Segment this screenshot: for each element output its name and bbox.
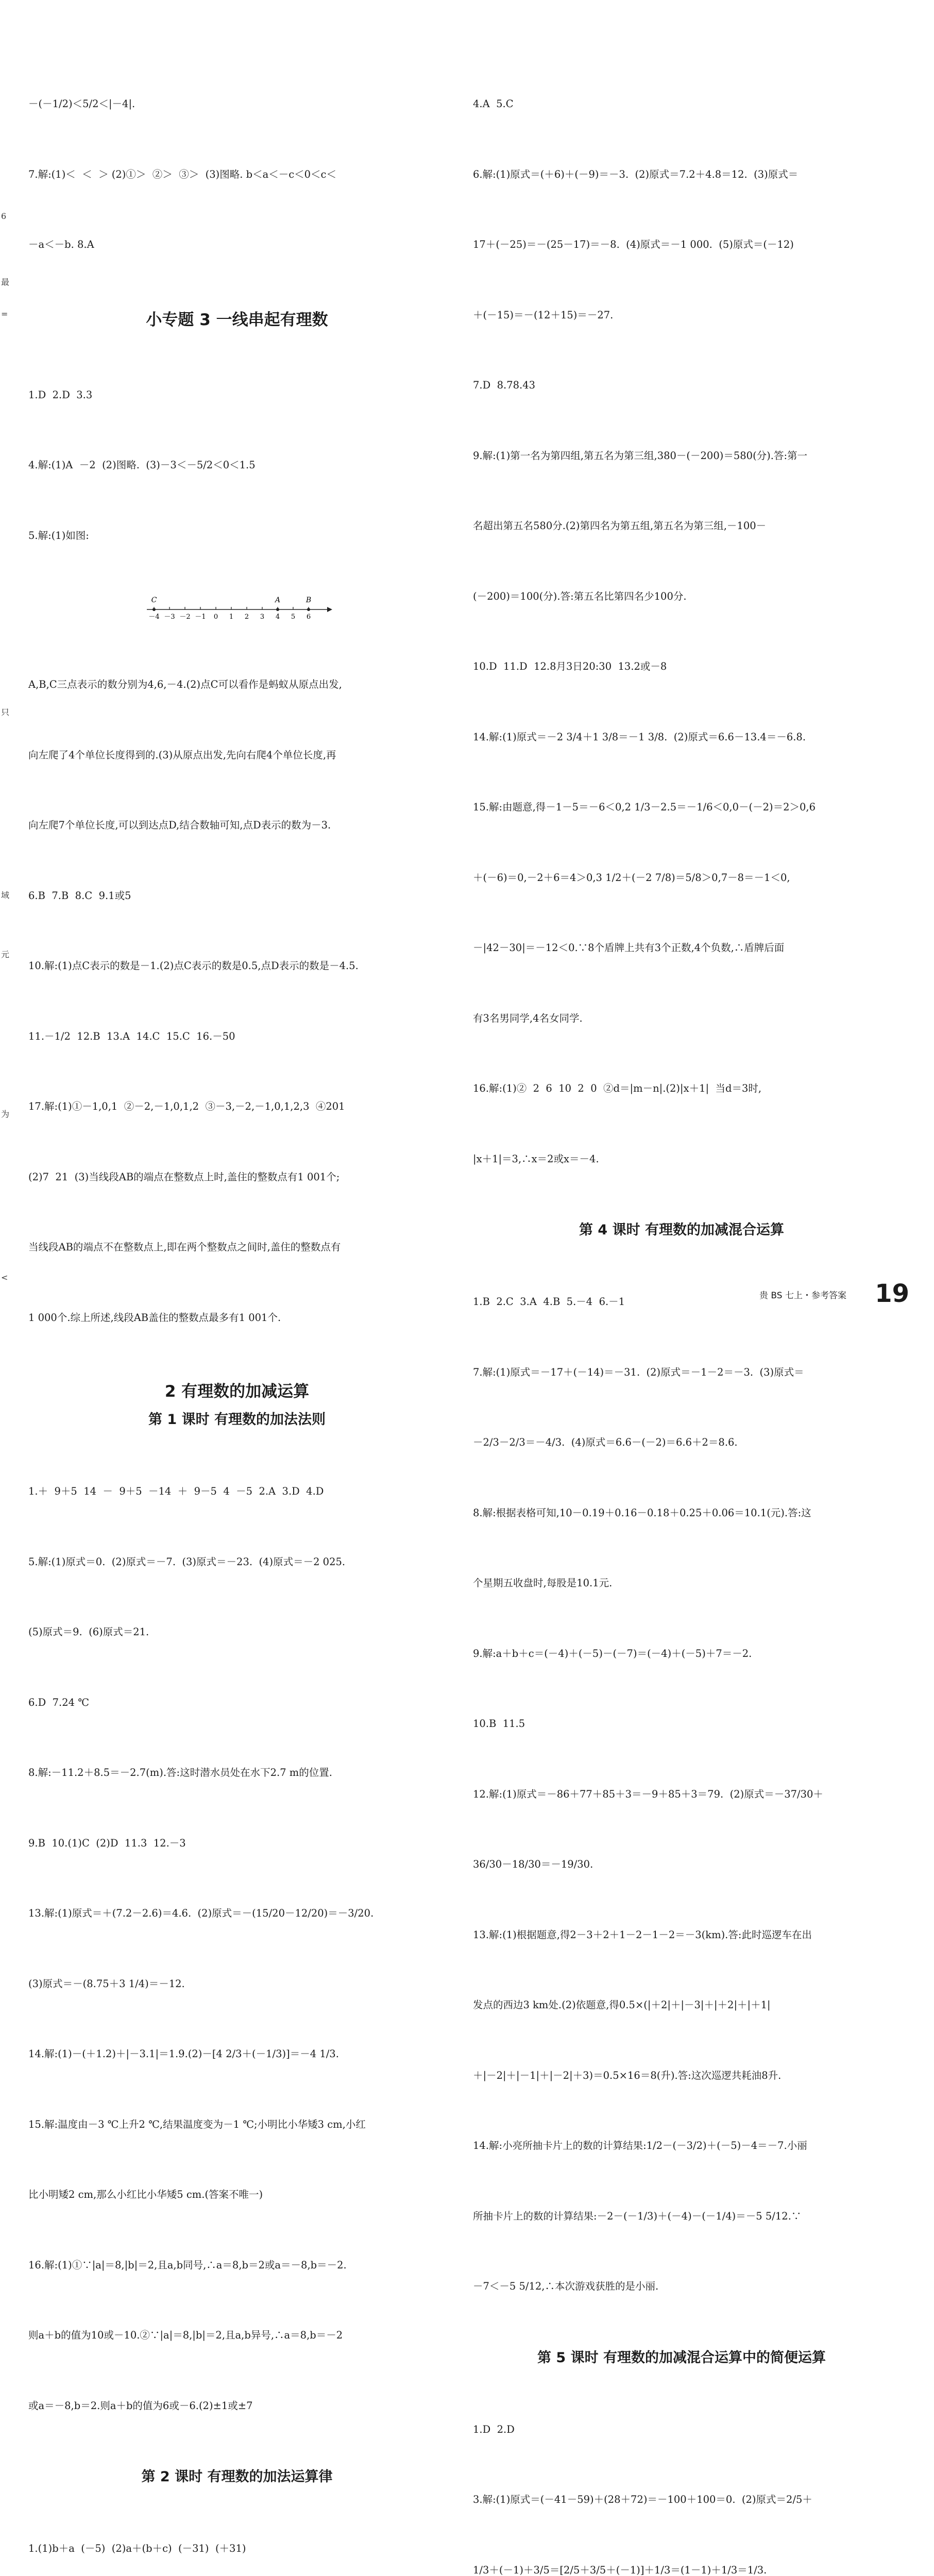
answer-line: 10.D 11.D 12.8月3日20:30 13.2或－8 — [473, 655, 890, 679]
answer-block — [28, 1433, 446, 2464]
point-marker — [152, 608, 156, 611]
answer-block — [473, 1243, 890, 2345]
answer-line: A,B,C三点表示的数分别为4,6,－4.(2)点C可以看作是蚂蚁从原点出发, — [28, 673, 446, 697]
tick-label: 6 — [307, 613, 311, 621]
margin-mark: = — [1, 309, 8, 319]
answer-line: 17＋(－25)＝－(25－17)＝－8. (4)原式＝－1 000. (5)原式＝(－12) — [473, 233, 890, 257]
answer-line: 14.解:(1)－(＋1.2)＋|－3.1|＝1.9.(2)－[4 2/3＋(－1/3)]＝－4 1/3. — [28, 2042, 446, 2066]
answer-line: 8.解:根据表格可知,10－0.19＋0.16－0.18＋0.25＋0.06＝10.1(元).答:这 — [473, 1501, 890, 1525]
answer-line: 16.解:(1)①∵|a|＝8,|b|＝2,且a,b同号,∴a＝8,b＝2或a＝－8,b＝－2. — [28, 2253, 446, 2277]
answer-line: 向左爬了4个单位长度得到的.(3)从原点出发,先向右爬4个单位长度,再 — [28, 743, 446, 767]
tick-label: 0 — [214, 613, 218, 621]
answer-line: 则a＋b的值为10或－10.②∵|a|＝8,|b|＝2,且a,b异号,∴a＝8,b＝－2 — [28, 2324, 446, 2347]
point-label: B — [305, 596, 311, 604]
tick-label: 1 — [229, 613, 233, 621]
answer-line: 发点的西边3 km处.(2)依题意,得0.5×(|＋2|＋|－3|＋|＋2|＋|＋1| — [473, 1993, 890, 2017]
margin-mark: 只 — [1, 706, 9, 718]
answer-line: 1.＋ 9＋5 14 － 9＋5 －14 ＋ 9－5 4 －5 2.A 3.D 4.D — [28, 1480, 446, 1503]
answer-line: 3.解:(1)原式＝(－41－59)＋(28＋72)＝－100＋100＝0. (2)原式＝2/5＋ — [473, 2488, 890, 2512]
answer-line: 14.解:(1)原式＝－2 3/4＋1 3/8＝－1 3/8. (2)原式＝6.6－13.4＝－6.8. — [473, 725, 890, 749]
lesson-4-title: 第 4 课时 有理数的加减混合运算 — [473, 1217, 890, 1243]
answer-line: 1.B 2.C 3.A 4.B 5.－4 6.－1 — [473, 1290, 890, 1314]
answer-line: 36/30－18/30＝－19/30. — [473, 1853, 890, 1876]
answer-line: －7＜－5 5/12,∴本次游戏获胜的是小丽. — [473, 2275, 890, 2298]
answer-line: 4.A 5.C — [473, 92, 890, 116]
answer-line: 9.解:a＋b＋c＝(－4)＋(－5)－(－7)＝(－4)＋(－5)＋7＝－2. — [473, 1642, 890, 1666]
answer-line: (－200)＝100(分).答:第五名比第四名少100分. — [473, 585, 890, 608]
number-line-svg — [147, 594, 332, 626]
answer-line: 6.B 7.B 8.C 9.1或5 — [28, 884, 446, 908]
answer-block — [28, 626, 446, 1376]
point-label: C — [151, 596, 157, 604]
right-column — [473, 45, 890, 2576]
tick-label: 3 — [260, 613, 264, 621]
answer-line: 5.解:(1)如图: — [28, 524, 446, 548]
point-label: A — [274, 596, 280, 604]
answer-line: 9.解:(1)第一名为第四组,第五名为第三组,380－(－200)＝580(分).答:第一 — [473, 444, 890, 468]
point-marker — [307, 608, 310, 611]
answer-line: ＋(－6)＝0,－2＋6＝4＞0,3 1/2＋(－2 7/8)＝5/8＞0,7－8＝－1＜0, — [473, 866, 890, 890]
answer-line: 当线段AB的端点不在整数点上,即在两个整数点之间时,盖住的整数点有 — [28, 1235, 446, 1259]
answer-line: 17.解:(1)①－1,0,1 ②－2,－1,0,1,2 ③－3,－2,－1,0,1,2,3 ④201 — [28, 1095, 446, 1118]
answer-line: 15.解:由题意,得－1－5＝－6＜0,2 1/3－2.5＝－1/6＜0,0－(－2)＝2＞0,6 — [473, 795, 890, 819]
margin-mark: 最 — [1, 276, 9, 287]
answer-line: 4.解:(1)A －2 (2)图略. (3)－3＜－5/2＜0＜1.5 — [28, 453, 446, 477]
left-column — [28, 45, 446, 2576]
answer-line: 1.(1)b＋a (－5) (2)a＋(b＋c) (－31) (＋31) — [28, 2537, 446, 2561]
answer-line: 13.解:(1)根据题意,得2－3＋2＋1－2－1－2＝－3(km).答:此时巡逻车在出 — [473, 1923, 890, 1947]
answer-line: 有3名男同学,4名女同学. — [473, 1007, 890, 1030]
section-2-title: 2 有理数的加减运算 — [28, 1377, 446, 1406]
answer-block — [28, 336, 446, 595]
tick-label: 2 — [245, 613, 249, 621]
answer-line: 比小明矮2 cm,那么小红比小华矮5 cm.(答案不唯一) — [28, 2183, 446, 2207]
tick-label: －3 — [164, 613, 175, 621]
answer-line: 1.D 2.D 3.3 — [28, 383, 446, 407]
answer-block — [28, 45, 446, 303]
arrow-icon — [327, 607, 332, 612]
answer-line: (3)原式＝－(8.75＋3 1/4)＝－12. — [28, 1972, 446, 1996]
answer-line: 6.解:(1)原式＝(＋6)＋(－9)＝－3. (2)原式＝7.2＋4.8＝12. (3)原式＝ — [473, 163, 890, 187]
margin-mark: 6 — [1, 211, 6, 221]
answer-line: 16.解:(1)② 2 6 10 2 0 ②d＝|m－n|.(2)|x＋1| 当d＝3时, — [473, 1077, 890, 1100]
tick-label: －1 — [195, 613, 206, 621]
tick-label: 5 — [291, 613, 295, 621]
answer-line: ＋|－2|＋|－1|＋|－2|＋3)＝0.5×16＝8(升).答:这次巡逻共耗油8升. — [473, 2064, 890, 2088]
answer-block — [473, 2371, 890, 2576]
margin-mark: < — [1, 1273, 8, 1282]
answer-block — [473, 45, 890, 1217]
answer-line: 11.－1/2 12.B 13.A 14.C 15.C 16.－50 — [28, 1025, 446, 1048]
footer-label: 贵 BS 七上・参考答案 — [759, 1288, 846, 1301]
answer-line: 10.解:(1)点C表示的数是－1.(2)点C表示的数是0.5,点D表示的数是－4.5. — [28, 954, 446, 978]
answer-line: 15.解:温度由－3 ℃上升2 ℃,结果温度变为－1 ℃;小明比小华矮3 cm,小红 — [28, 2113, 446, 2137]
answer-line: 个星期五收盘时,每股是10.1元. — [473, 1571, 890, 1595]
answer-line: 6.D 7.24 ℃ — [28, 1691, 446, 1715]
tick-group — [148, 596, 311, 621]
answer-line: 1/3＋(－1)＋3/5＝[2/5＋3/5＋(－1)]＋1/3＝(1－1)＋1/3＝1/3. — [473, 2558, 890, 2576]
answer-line: 10.B 11.5 — [473, 1712, 890, 1736]
answer-line: 8.解:－11.2＋8.5＝－2.7(m).答:这时潜水员处在水下2.7 m的位置. — [28, 1761, 446, 1785]
answer-line: (2)7 21 (3)当线段AB的端点在整数点上时,盖住的整数点有1 001个; — [28, 1165, 446, 1189]
number-line-figure — [28, 594, 446, 626]
answer-block — [28, 2490, 446, 2576]
answer-line: 13.解:(1)原式＝＋(7.2－2.6)＝4.6. (2)原式＝－(15/20－12/20)＝－3/20. — [28, 1902, 446, 1925]
answer-line: 1.D 2.D — [473, 2418, 890, 2442]
answer-line: －a＜－b. 8.A — [28, 233, 446, 257]
answer-line: 或a＝－8,b＝2.则a＋b的值为6或－6.(2)±1或±7 — [28, 2394, 446, 2418]
answer-line: 1 000个.综上所述,线段AB盖住的整数点最多有1 001个. — [28, 1306, 446, 1330]
answer-line: ＋(－15)＝－(12＋15)＝－27. — [473, 303, 890, 327]
answer-line: 12.解:(1)原式＝－86＋77＋85＋3＝－9＋85＋3＝79. (2)原式＝－37/30＋ — [473, 1783, 890, 1806]
answer-line: 7.解:(1)＜ ＜ ＞ (2)①＞ ②＞ ③＞ (3)图略. b＜a＜－c＜0＜c＜ — [28, 163, 446, 187]
answer-line: 9.B 10.(1)C (2)D 11.3 12.－3 — [28, 1832, 446, 1855]
page-number: 19 — [875, 1279, 909, 1308]
answer-line: 5.解:(1)原式＝0. (2)原式＝－7. (3)原式＝－23. (4)原式＝－2 025. — [28, 1550, 446, 1574]
lesson-1-title: 第 1 课时 有理数的加法法则 — [28, 1407, 446, 1433]
margin-mark: 元 — [1, 948, 9, 960]
margin-mark: 域 — [1, 889, 9, 901]
answer-line: 所抽卡片上的数的计算结果:－2－(－1/3)＋(－4)－(－1/4)＝－5 5/12.∵ — [473, 2205, 890, 2228]
tick-label: －2 — [179, 613, 190, 621]
tick-label: －4 — [148, 613, 159, 621]
point-marker — [276, 608, 279, 611]
answer-line: －2/3－2/3＝－4/3. (4)原式＝6.6－(－2)＝6.6＋2＝8.6. — [473, 1431, 890, 1454]
answer-line: －(－1/2)＜5/2＜|－4|. — [28, 92, 446, 116]
answer-line: －|42－30|＝－12＜0.∵8个盾牌上共有3个正数,4个负数,∴盾牌后面 — [473, 936, 890, 960]
answer-line: 7.D 8.78.43 — [473, 374, 890, 397]
lesson-2-title: 第 2 课时 有理数的加法运算律 — [28, 2464, 446, 2490]
answer-line: 向左爬7个单位长度,可以到达点D,结合数轴可知,点D表示的数为－3. — [28, 814, 446, 837]
answer-line: (5)原式＝9. (6)原式＝21. — [28, 1620, 446, 1644]
margin-mark: 为 — [1, 1108, 9, 1120]
answer-line: |x＋1|＝3,∴x＝2或x＝－4. — [473, 1147, 890, 1171]
answer-line: 7.解:(1)原式＝－17＋(－14)＝－31. (2)原式＝－1－2＝－3. (3)原式＝ — [473, 1361, 890, 1384]
lesson-5-title: 第 5 课时 有理数的加减混合运算中的简便运算 — [473, 2345, 890, 2371]
topic-3-title: 小专题 3 一线串起有理数 — [28, 306, 446, 334]
left-margin-cut-text — [1, 0, 11, 1315]
answer-line: 14.解:小亮所抽卡片上的数的计算结果:1/2－(－3/2)＋(－5)－4＝－7.小丽 — [473, 2134, 890, 2158]
tick-label: 4 — [276, 613, 280, 621]
answer-line: 名超出第五名580分.(2)第四名为第五组,第五名为第三组,－100－ — [473, 514, 890, 538]
